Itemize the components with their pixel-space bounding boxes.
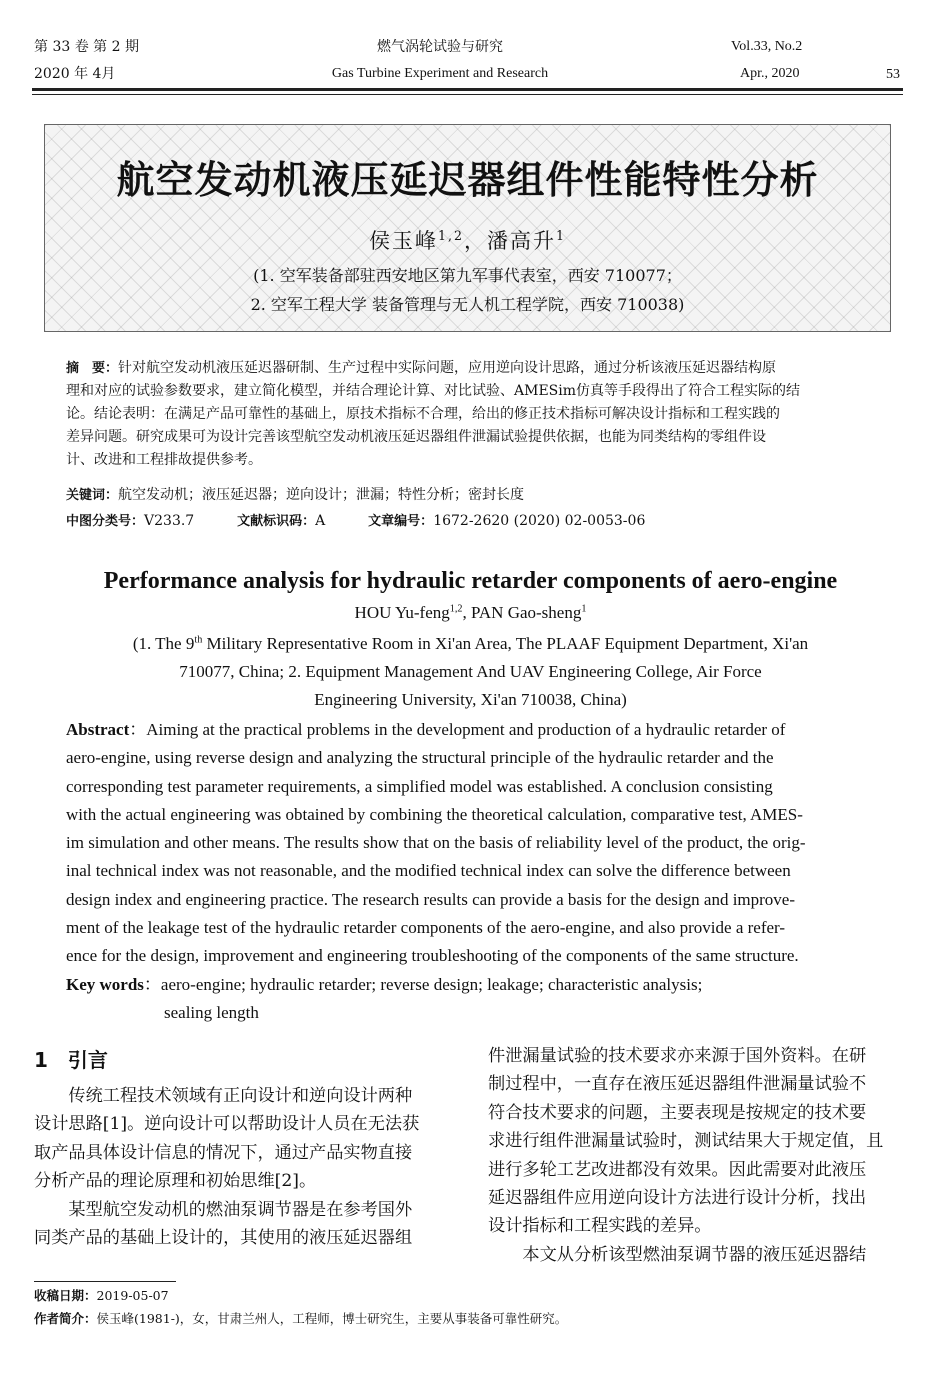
abstract-cn-line: 理和对应的试验参数要求，建立简化模型，并结合理论计算、对比试验、AMESim仿真等手段得出了符合工程实际的结 [66, 383, 801, 399]
keywords-en-colon: ： [143, 975, 161, 994]
keywords-cn [66, 484, 874, 507]
title-box [44, 124, 891, 332]
keywords-cn-label: 关键词： [66, 488, 119, 503]
body-line: 符合技术要求的问题，主要表现是按规定的技术要 [488, 1102, 867, 1123]
body-line: 某型航空发动机的燃油泵调节器是在参考国外 [34, 1199, 413, 1220]
affiliation-en-1-post: Military Representative Room in Xi'an Area, The PLAAF Equipment Department, Xi'an [202, 634, 809, 653]
body-line: 设计指标和工程实践的差异。 [488, 1216, 712, 1237]
abstract-cn-line: 论。结论表明：在满足产品可靠性的基础上，原技术指标不合理，给出的修正技术指标可解决设计指标和工程实践的 [66, 406, 780, 422]
abstract-cn-line: 计、改进和工程排故提供参考。 [66, 452, 262, 468]
author-1-cn: 侯玉峰 [368, 229, 438, 253]
received-label: 收稿日期： [34, 1288, 97, 1303]
page-number: 53 [886, 67, 900, 82]
article-title-cn: 航空发动机液压延迟器组件性能特性分析 [116, 158, 819, 202]
abstract-en-line: ment of the leakage test of the hydraulic retarder components of the aero-engine, and also provide a refer- [66, 918, 786, 938]
clc-label: 中图分类号： [66, 514, 145, 529]
author-separator-en: , [462, 603, 471, 622]
affiliation-en-2: 710077, China; 2. Equipment Management And UAV Engineering College, Air Force [179, 662, 762, 681]
author-bio [34, 1309, 567, 1327]
abstract-cn-label: 摘 要： [66, 361, 119, 376]
author-2-en: PAN Gao-sheng [471, 603, 582, 622]
body-line: 延迟器组件应用逆向设计方法进行设计分析，找出 [488, 1188, 867, 1209]
footnote-rule [34, 1281, 176, 1282]
article-title-en: Performance analysis for hydraulic retarder components of aero-engine [103, 568, 838, 594]
affiliation-en-1-sup: th [194, 634, 203, 646]
keywords-cn-text: 航空发动机；液压延迟器；逆向设计；泄漏；特性分析；密封长度 [118, 487, 525, 503]
header-rule-thin [32, 94, 903, 95]
body-line: 进行多轮工艺改进都没有效果。因此需要对此液压 [488, 1159, 867, 1180]
abstract-en-line: im simulation and other means. The results show that on the basis of reliability level of the product, the orig- [66, 833, 806, 853]
body-line: 求进行组件泄漏量试验时，测试结果大于规定值，且 [488, 1131, 884, 1152]
classification-line [66, 510, 874, 533]
body-line: 制过程中，一直存在液压延迟器组件泄漏量试验不 [488, 1074, 867, 1095]
doc-code-value: A [315, 513, 326, 529]
abstract-en-colon: ： [129, 720, 147, 739]
body-line: 设计思路[1]。逆向设计可以帮助设计人员在无法获 [34, 1114, 420, 1135]
body-line: 件泄漏量试验的技术要求亦来源于国外资料。在研 [488, 1046, 867, 1066]
abstract-en-line: corresponding test parameter requirements, a simplified model was established. A conclusion consisting [66, 776, 773, 796]
abstract-en-line: design index and engineering practice. The research results can provide a basis for the design and improve- [66, 889, 796, 909]
abstract-en-line: aero-engine, using reverse design and analyzing the structural principle of the hydraulic retarder and the [66, 748, 774, 768]
authors-en [0, 603, 941, 623]
abstract-cn-line: 差异问题。研究成果可为设计完善该型航空发动机液压延迟器组件泄漏试验提供依据，也能为同类结构的零组件设 [66, 429, 766, 445]
doc-code-label: 文献标识码： [237, 514, 316, 529]
body-line: 取产品具体设计信息的情况下，通过产品实物直接 [34, 1142, 413, 1163]
abstract-en-line: with the actual engineering was obtained by combining the theoretical calculation, comparative test, AMES- [66, 804, 803, 824]
keywords-en-line-1: aero-engine; hydraulic retarder; reverse design; leakage; characteristic analysis; [160, 975, 703, 994]
abstract-en-line: ence for the design, improvement and engineering troubleshooting of the components of the same structure. [66, 946, 799, 966]
abstract-en [66, 716, 874, 971]
author-bio-label: 作者简介： [34, 1311, 97, 1326]
clc-value: V233.7 [144, 513, 195, 529]
abstract-cn-line: 针对航空发动机液压延迟器研制、生产过程中实际问题，应用逆向设计思路，通过分析该液压延迟器结构原 [118, 360, 777, 376]
author-1-affil-en: 1,2 [449, 603, 463, 615]
date-en: Apr., 2020 [740, 66, 800, 81]
abstract-en-line: inal technical index was not reasonable, and the modified technical index can solve the difference between [66, 861, 791, 881]
abstract-en-line: Aiming at the practical problems in the development and production of a hydraulic retarder of [146, 720, 786, 739]
left-column [34, 1082, 450, 1252]
author-2-cn: 潘高升 [487, 229, 556, 253]
author-bio-value: 侯玉峰(1981-)，女，甘肃兰州人，工程师，博士研究生，主要从事装备可靠性研究。 [96, 1311, 568, 1326]
abstract-en-label: Abstract [66, 720, 130, 739]
body-line: 本文从分析该型燃油泵调节器的液压延迟器结 [488, 1244, 867, 1265]
journal-name-en: Gas Turbine Experiment and Research [331, 66, 549, 81]
section-heading: 1 引言 [34, 1048, 108, 1072]
volume-issue-en: Vol.33, No.2 [731, 39, 803, 54]
body-line: 同类产品的基础上设计的，其使用的液压延迟器组 [34, 1228, 413, 1249]
affiliation-cn-2: 2. 空军工程大学 装备管理与无人机工程学院，西安 710038) [250, 295, 685, 314]
author-2-affil-en: 1 [581, 603, 587, 615]
affiliation-cn-1: (1. 空军装备部驻西安地区第九军事代表室，西安 710077； [253, 266, 682, 285]
affiliation-en-3: Engineering University, Xi'an 710038, China) [314, 690, 627, 709]
keywords-en-line-2: sealing length [164, 1003, 259, 1022]
article-number-label: 文章编号： [368, 514, 434, 529]
journal-name-cn: 燃气涡轮试验与研究 [377, 39, 503, 55]
body-line: 分析产品的理论原理和初始思维[2]。 [34, 1171, 317, 1192]
header-rule-thick [32, 88, 903, 91]
author-2-affil-cn: 1 [556, 228, 567, 243]
date-cn: 2020 年 4月 [34, 66, 116, 82]
received-date [34, 1286, 169, 1304]
received-value: 2019-05-07 [96, 1288, 169, 1303]
affiliation-en-1-pre: (1. The 9 [132, 634, 195, 653]
body-line: 传统工程技术领域有正向设计和逆向设计两种 [34, 1086, 413, 1106]
affiliation-en-1 [0, 634, 941, 654]
keywords-en [66, 971, 874, 1027]
author-1-en: HOU Yu-feng [354, 603, 450, 622]
article-number-value: 1672-2620 (2020) 02-0053-06 [433, 513, 646, 529]
author-1-affil-cn: 1,2 [437, 228, 464, 243]
right-column [488, 1042, 906, 1269]
keywords-en-label: Key words [66, 975, 144, 994]
authors-cn [45, 225, 890, 255]
volume-issue-cn: 第 33 卷 第 2 期 [34, 39, 139, 55]
abstract-cn [66, 357, 874, 472]
author-separator-cn: ， [464, 229, 487, 253]
